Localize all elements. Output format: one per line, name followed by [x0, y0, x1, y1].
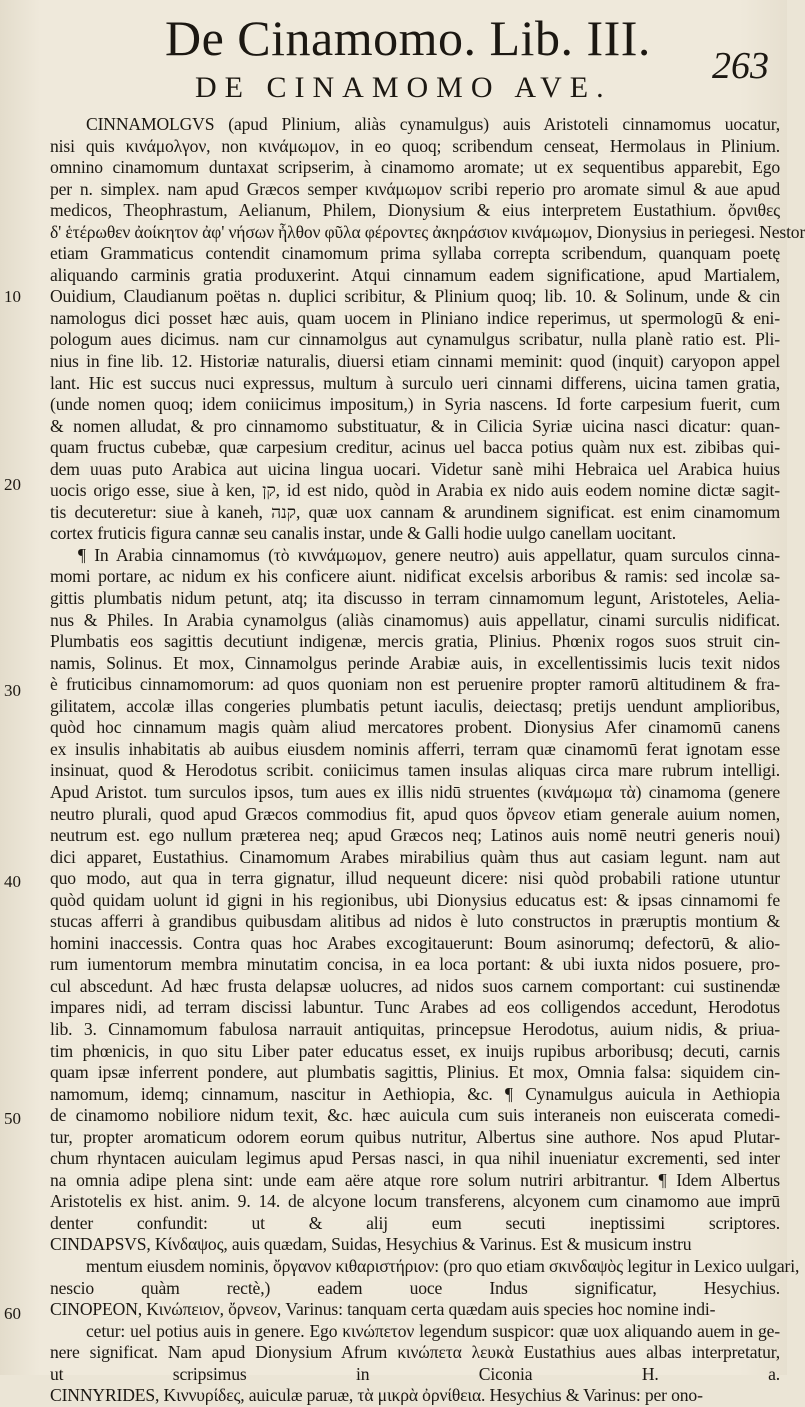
text-line: quòd hoc cinnamum magis quàm aliud mercatores probent. Dionysius Afer cinamomū canens — [50, 717, 780, 738]
text-line: etiam Grammaticus contendit cinamomum prima syllaba correpta scribendum, quanquam poetę — [50, 243, 780, 264]
text-line: namologus dici posset hæc auis, quam uocem in Pliniano indice reperimus, ut spermologū & eni- — [50, 307, 780, 328]
text-line: gittis plumbatis nidum petunt, atq; ita discusso in terram cinnamomum legunt, Aristoteles, Aelia- — [50, 588, 780, 609]
text-line: cortex fruticis figura cannæ seu canalis instar, unde & Galli hodie uulgo canellam uocitant. — [50, 523, 677, 544]
margin-line-number: 60 — [4, 1304, 21, 1323]
text-line: aliquando carminis gratia produxerint. Atqui cinnamum eadem significatione, apud Martialem, — [50, 264, 780, 285]
text-line: nescio quàm rectè,) eadem uoce Indus significatur, Hesychius. — [50, 1277, 780, 1298]
text-line: gilitatem, accolæ illas congeries plumbatis petunt iaculis, deiectasq; pretijs uendunt amplioribus, — [50, 695, 780, 716]
text-line: dici apparet, Eustathius. Cinamomum Arabes mirabilius quàm thus aut casiam legunt. nam aut — [50, 846, 780, 867]
text-line: cul abscedunt. Ad hæc frusta delapsæ uolucres, ad nidos suos carnem comportant: cui sustinendæ — [50, 975, 780, 996]
text-line: CINDAPSVS, Κίνδαψος, auis quædam, Suidas, Hesychius & Varinus. Est & musicum instru — [50, 1234, 692, 1255]
text-line: namomum, idemq; cinnamum, nascitur in Aethiopia, &c. ¶ Cynamulgus auicula in Aethiopia — [50, 1083, 780, 1104]
text-line: impares nidi, ad terram discissi labuntur. Tunc Arabes ad eos colligendos accedunt, Herodotus — [50, 997, 780, 1018]
section-title: DE CINAMOMO AVE. — [195, 71, 612, 104]
text-line: neutro plurali, quod apud Græcos commodius fit, apud quos ὄρνεον etiam generale auium nomen, — [50, 803, 780, 824]
text-line: de cinamomo nobiliore nidum texit, &c. hæc auicula cum suis interaneis non euiscerata comedi- — [50, 1105, 780, 1126]
text-line: momi portare, ac nidum ex his conficere aiunt. nidificat excelsis arboribus & ramis: sed incolæ sa- — [50, 566, 780, 587]
text-line: ¶ In Arabia cinnamomus (τὸ κιννάμωμον, genere neutro) auis appellatur, quam surculos cinna- — [78, 544, 780, 565]
margin-line-number: 10 — [4, 287, 21, 306]
text-line: CINOPEON, Κινώπειον, ὄρνεον, Varinus: tanquam certa quædam auis species hoc nomine indi- — [50, 1299, 716, 1320]
margin-line-number: 30 — [4, 681, 21, 700]
body-text — [50, 114, 805, 1407]
text-line: tis decuteretur: siue à kaneh, קנה, quæ uox cannam & arundinem significat. est enim cinamomum — [50, 501, 781, 522]
margin-line-number: 40 — [4, 872, 21, 891]
text-line: Aristotelis ex hist. anim. 9. 14. de alcyone locum transferens, alcyonem cum cinamomo aue imprū — [50, 1191, 780, 1212]
running-head: De Cinamomo. Lib. III. — [165, 10, 651, 66]
text-line: Ouidium, Claudianum poëtas n. duplici scribitur, & Plinium quoq; lib. 10. & Solinum, unde & cin — [50, 286, 780, 307]
text-line: CINNAMOLGVS (apud Plinium, aliàs cynamulgus) auis Aristoteli cinnamomus uocatur, — [86, 114, 780, 134]
text-line: rum iumentorum membra minutatim concisa, in ea loca portant: & ubi iuxta nidos posuere, pro- — [50, 954, 780, 975]
text-line: tur, propter aromaticum odorem eorum quibus nutritur, Albertus sine authore. Nos apud Plutar- — [50, 1126, 780, 1147]
text-line: (unde nomen quoq; idem coniicimus impositum,) in Syria nascens. Id forte carpesium fuerit, cum — [50, 394, 780, 415]
text-line: per n. simplex. nam apud Græcos semper κινάμωμον scribi reperio pro aromate simul & aue apud — [50, 178, 780, 199]
text-line: lib. 3. Cinnamomum fabulosa narrauit antiquitas, princepsue Herodotus, auium nidis, & priua- — [50, 1018, 780, 1039]
margin-line-number: 20 — [4, 475, 21, 494]
text-line: quòd quidam uolunt id gigni in his regionibus, ubi Dionysius educatus est: & ipsas cinnamomi fe — [50, 889, 780, 910]
text-line: δ' ἑτέρωθεν ἀοίκητον ἀφ' νήσων ἦλθον φῦλα φέροντες ἀκηράσιον κινάμωμον, Dionysius in periegesi. Nestor — [50, 221, 805, 242]
text-line: medicos, Theophrastum, Aelianum, Philem, Dionysium & eius interpretem Eustathium. ὄρνιθες — [50, 200, 780, 221]
text-line: CINNYRIDES, Κιννυρίδες, auiculæ paruæ, τὰ μικρὰ ὀρνίθεια. Hesychius & Varinus: per ono- — [50, 1385, 703, 1406]
text-line: uocis origo esse, siue à ken, קן, id est nido, quòd in Arabia ex nido auis eodem nomine dictæ sagit- — [50, 480, 780, 501]
text-line: ut scripsimus in Ciconia H. a. — [50, 1363, 780, 1384]
text-line: tim phœnicis, in quo situ Liber pater educatus esset, ex inuijs rupibus arboribusq; decuti, carnis — [50, 1040, 780, 1061]
text-line: neutrum est. ego nullum præterea neq; apud Græcos neq; Latinos auis nomē neutri generis noui) — [50, 825, 780, 846]
text-line: stucas afferri à grandibus quibusdam alitibus ad nidos è luto constructos in præruptis montium & — [50, 911, 780, 932]
text-line: homini inaccessis. Contra quas hoc Arabes excogitauerunt: Boum asinorumq; defectorū, & alio- — [50, 932, 780, 953]
text-line: pologum aues dicimus. nam cur cinnamolgus aut cynamulgus scribatur, nulla planè ratio est. Pli- — [50, 329, 780, 350]
text-line: è fruticibus cinnamomorum: ad quos quoniam non est peruenire propter ramorū altitudinem & fra- — [50, 674, 780, 695]
text-line: lant. Hic est succus nuci expressus, multum à surculo ueri cinnami differens, uicina tamen gratia, — [50, 372, 780, 393]
text-line: Apud Aristot. tum surculos ipsos, tum aues ex illis nidū struentes (κινάμωμα τὰ) cinamoma (genere — [50, 781, 780, 802]
text-line: chum rhyntacen auiculam legimus apud Persas nasci, in qua nihil inueniatur excrementi, sed inter — [50, 1148, 780, 1169]
page-header — [0, 8, 787, 87]
text-line: omnino cinamomum duntaxat scripserim, à cinamomo aromate; ut ex sequentibus apparebit, Ego — [50, 157, 780, 178]
text-line: quam fructus cubebæ, quæ carpesium creditur, acinus uel bacca potius quàm nux est. zibibas qui- — [50, 437, 780, 458]
text-line: insinuat, quod & Herodotus scribit. coniicimus tamen insulas aliquas circa mare rubrum intelligi. — [50, 760, 780, 781]
text-line: ex insulis inhabitatis ab auibus eiusdem nominis afferri, terram quæ cinamomū ferat ignotam esse — [50, 738, 780, 759]
text-line: cetur: uel potius auis in genere. Ego κινώπετον legendum suspicor: quæ uox aliquando auem in ge- — [86, 1320, 780, 1341]
margin-line-number: 50 — [4, 1109, 21, 1128]
text-line: denter confundit: ut & alij eum secuti ineptissimi scriptores. — [50, 1212, 780, 1233]
text-line: & nomen alludat, & pro cinnamomo substituatur, & in Cilicia Syriæ uicina nasci dicatur: quan- — [50, 415, 780, 436]
text-line: nere significat. Nam apud Dionysium Afrum κινώπετα λευκὰ Eustathius aues albas interpretatur, — [50, 1342, 780, 1363]
text-line: nisi quis κινάμολγον, non κινάμωμον, in eo quoq; scribendum censeat, Hermolaus in Plinium. — [50, 135, 780, 156]
text-line: quam ipsæ inferrent pondere, aut plumbatis sagittis, Plinius. Et mox, Omnia falsa: siquidem cin- — [50, 1062, 780, 1083]
page-number: 263 — [712, 45, 769, 87]
text-line: mentum eiusdem nominis, ὄργανον κιθαριστήριον: (pro quo etiam σκινδαψὸς legitur in Lexico uulgari, — [86, 1255, 800, 1276]
text-line: quo modo, aut qua in terra gignatur, illud nequeunt dicere: nisi quòd probabili ratione utuntur — [50, 868, 780, 889]
text-line: nius in fine lib. 12. Historiæ naturalis, diuersi etiam cinnami meminit: quod (inquit) caryopon appel — [50, 351, 780, 372]
text-line: namis, Solinus. Et mox, Cinnamolgus perinde Arabiæ auis, in excellentissimis lucis texit nidos — [50, 652, 780, 673]
text-line: dem uuas puto Arabica aut uicina lingua uocari. Videtur sanè mihi Hebraica uel Arabica huius — [50, 458, 780, 479]
text-line: Plumbatis eos sagittis decutiunt indigenæ, mercis gratia, Plinius. Phœnix rogos suos struit cin- — [50, 631, 780, 652]
text-line: na omnia adipe plena sint: unde eam aëre atque rore solum nutriri arbitrantur. ¶ Idem Albertus — [50, 1169, 780, 1190]
text-line: nus & Philes. In Arabia cynamolgus (aliàs cinamomus) auis appellatur, cinami surculis nidificat. — [50, 609, 780, 630]
